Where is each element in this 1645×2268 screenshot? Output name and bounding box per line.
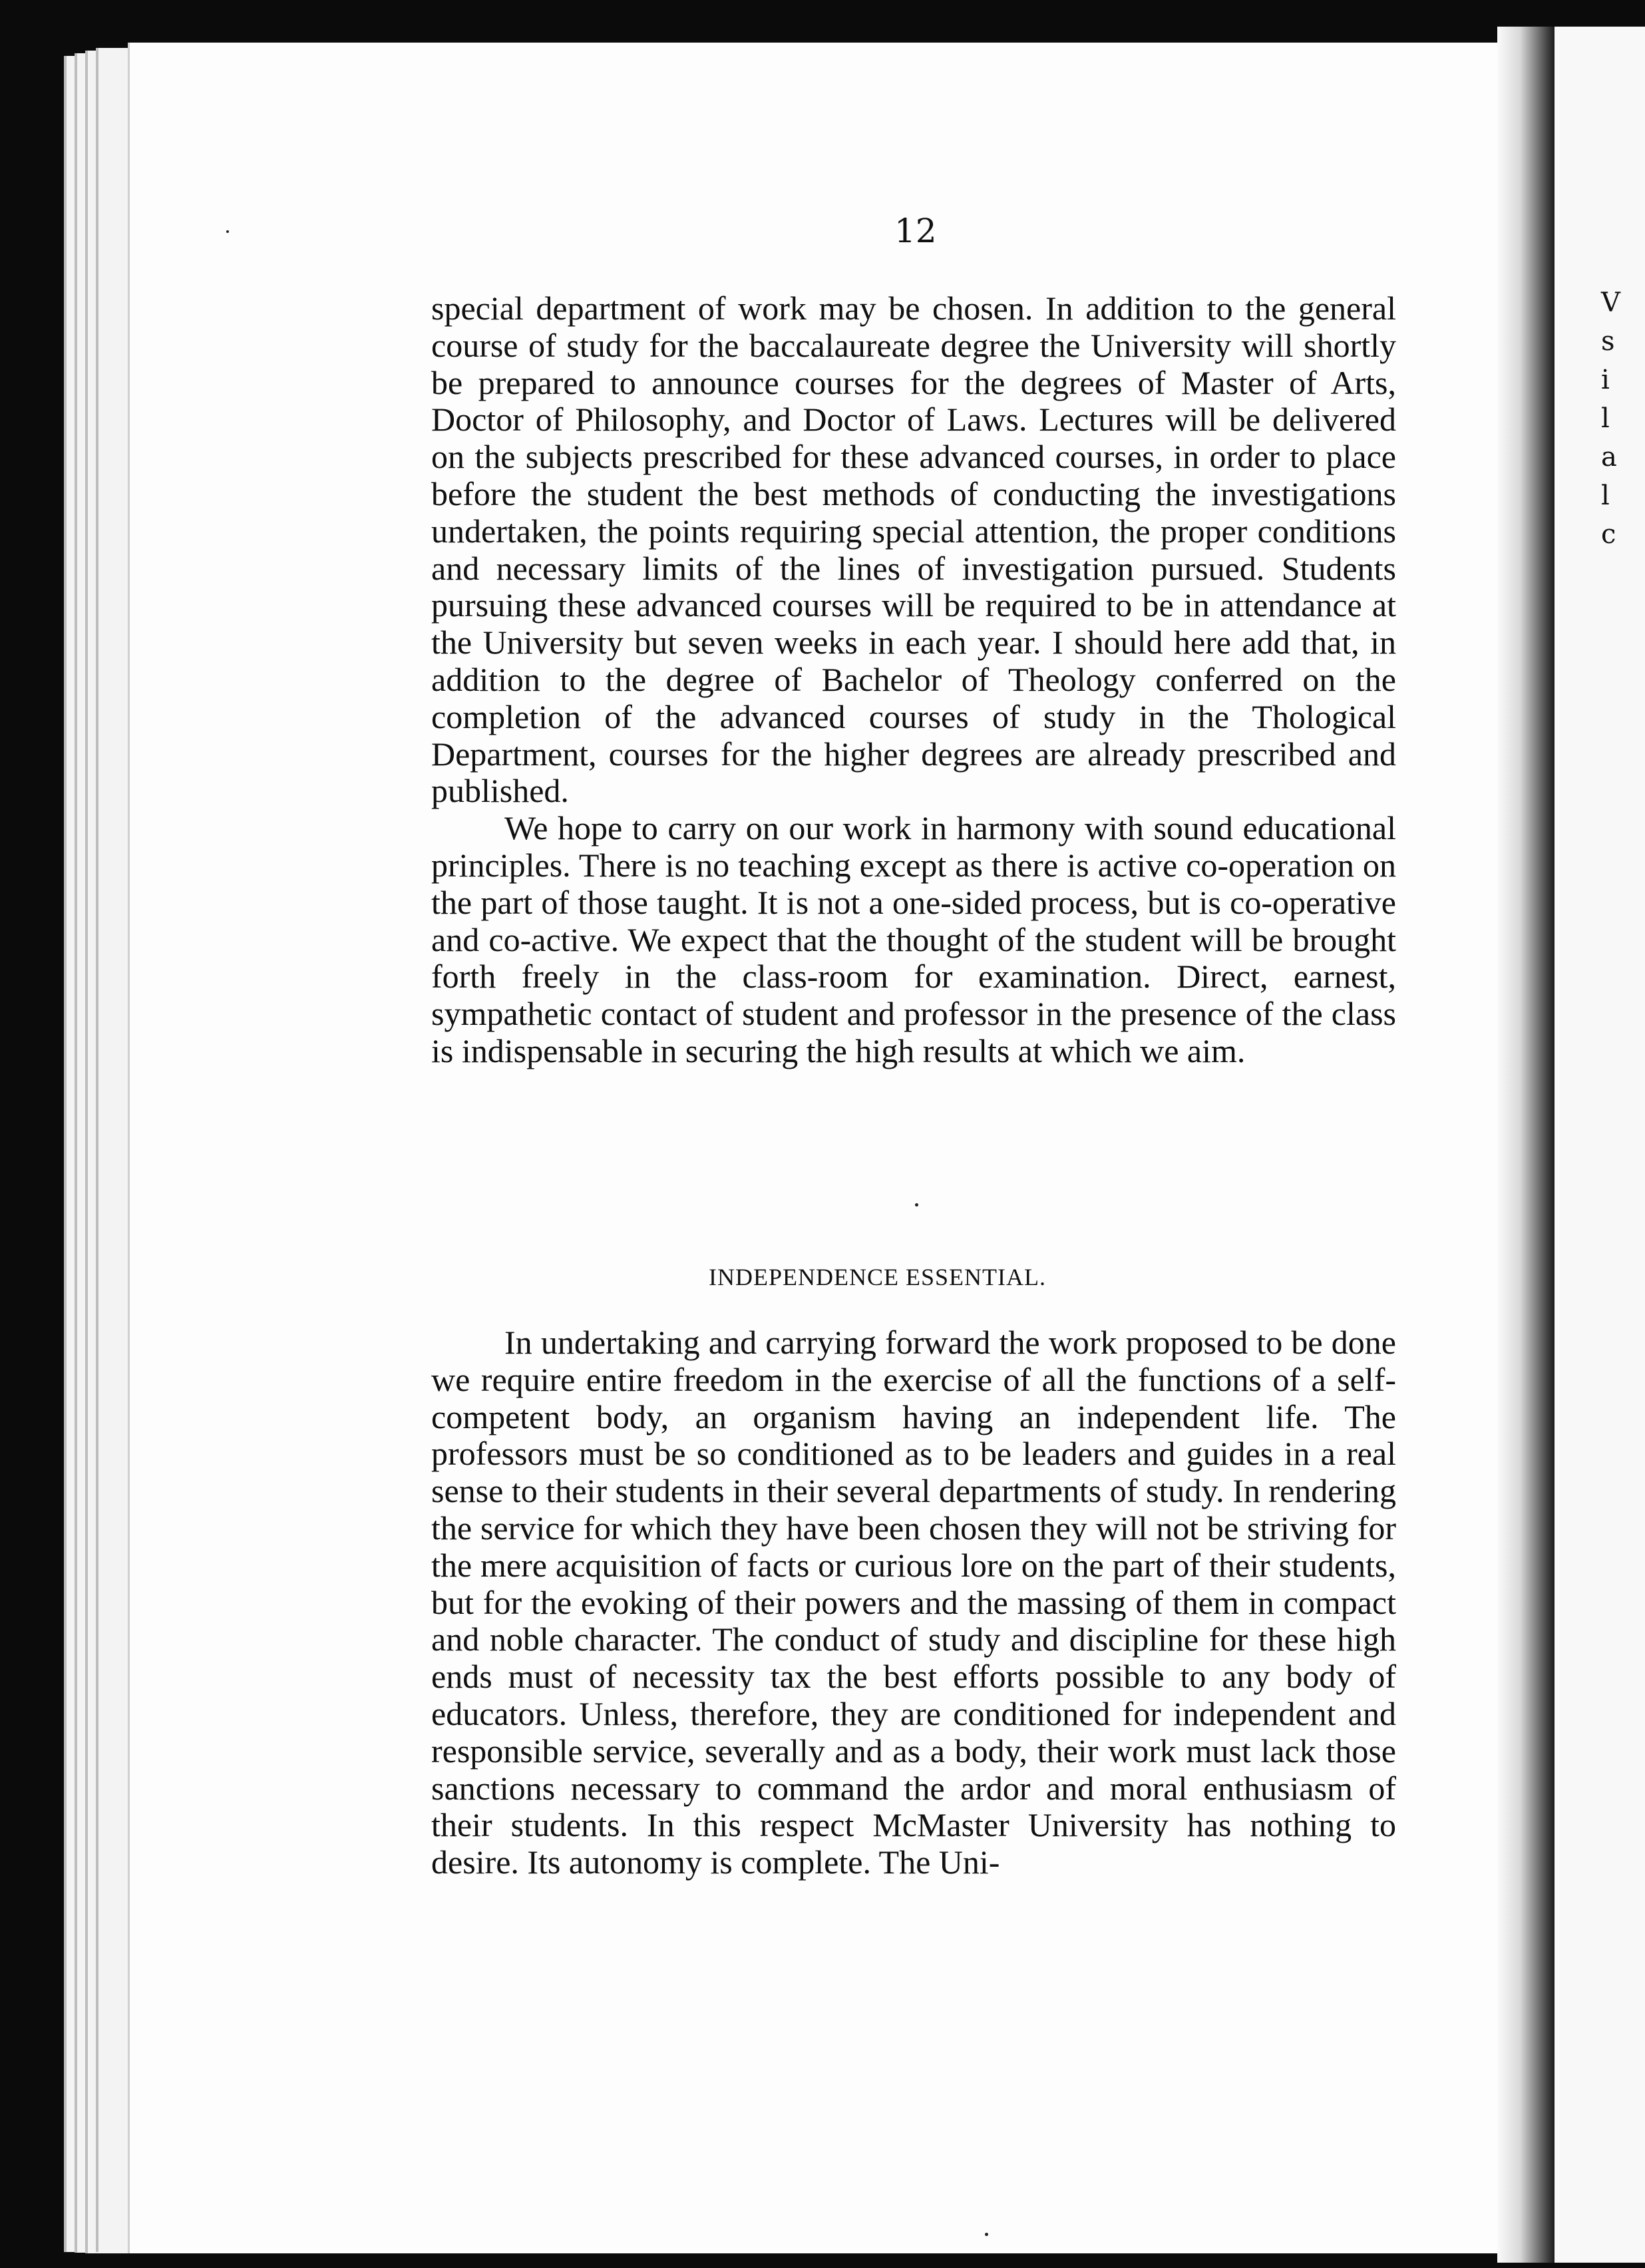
page-number: 12 bbox=[894, 212, 937, 250]
body-text-upper bbox=[431, 290, 1396, 1070]
paragraph-educational-principles: We hope to carry on our work in harmony with sound educational principles. There is no teaching except as there is active co-operation on the part of those taught. It is not a one-sided process, but is co-operative and co-active. We expect that the thought of the student will be brought forth freely in the class-room for examination. Direct, earnest, sympathetic contact of student and professor in the presence of the class is indispensable in securing the high results at which we aim. bbox=[431, 809, 1396, 1069]
paragraph-continued: special department of work may be chosen. In addition to the general course of study for the baccalaureate degree the University will shortly be prepared to announce courses for the degrees of Master of Arts, Doctor of Philosophy, and Doctor of Laws. Lectures will be delivered on the subjects prescribed for these advanced courses, in order to place before the student the best methods of conducting the investigations undertaken, the points requiring special attention, the proper conditions and necessary limits of the lines of investigation pursued. Students pursuing these advanced courses will be required to be in attendance at the University but seven weeks in each year. I should here add that, in addition to the degree of Bachelor of Theology conferred on the completion of the advanced courses of study in the Thological Department, courses for the higher degrees are already prescribed and published. bbox=[431, 289, 1396, 810]
paragraph-independence: In undertaking and carrying forward the work proposed to be done we require entire freedom in the exercise of all the functions of a self-competent body, an organism having an independent life. The professors must be so conditioned as to be leaders and guides in a real sense to their students in their several departments of study. In rendering the service for which they have been chosen they will not be striving for the mere acquisition of facts or curious lore on the part of their students, but for the evoking of their powers and the massing of them in compact and noble character. The conduct of study and discipline for these high ends must of necessity tax the best efforts possible to any body of educators. Unless, therefore, they are conditioned for independent and responsible service, severally and as a body, their work must lack those sanctions necessary to command the ardor and moral enthusiasm of their students. In this respect McMaster University has nothing to desire. Its autonomy is complete. The Uni- bbox=[431, 1324, 1396, 1881]
section-heading: INDEPENDENCE ESSENTIAL. bbox=[709, 1264, 1046, 1290]
scan-speck bbox=[985, 2233, 988, 2236]
next-page-fragment: l bbox=[1601, 480, 1610, 511]
next-page-fragment: V bbox=[1601, 287, 1620, 318]
body-text-lower bbox=[431, 1324, 1396, 1881]
next-page-fragment: a bbox=[1601, 442, 1617, 472]
scan-speck bbox=[915, 1203, 918, 1207]
binding-gutter bbox=[1497, 27, 1554, 2263]
scan-speck bbox=[226, 230, 229, 233]
next-page-fragment: l bbox=[1601, 403, 1610, 434]
next-page-fragment: s bbox=[1601, 326, 1615, 357]
next-page-fragment: i bbox=[1601, 365, 1610, 395]
next-page-fragment: c bbox=[1601, 519, 1616, 550]
next-page-sliver bbox=[1554, 27, 1645, 2263]
